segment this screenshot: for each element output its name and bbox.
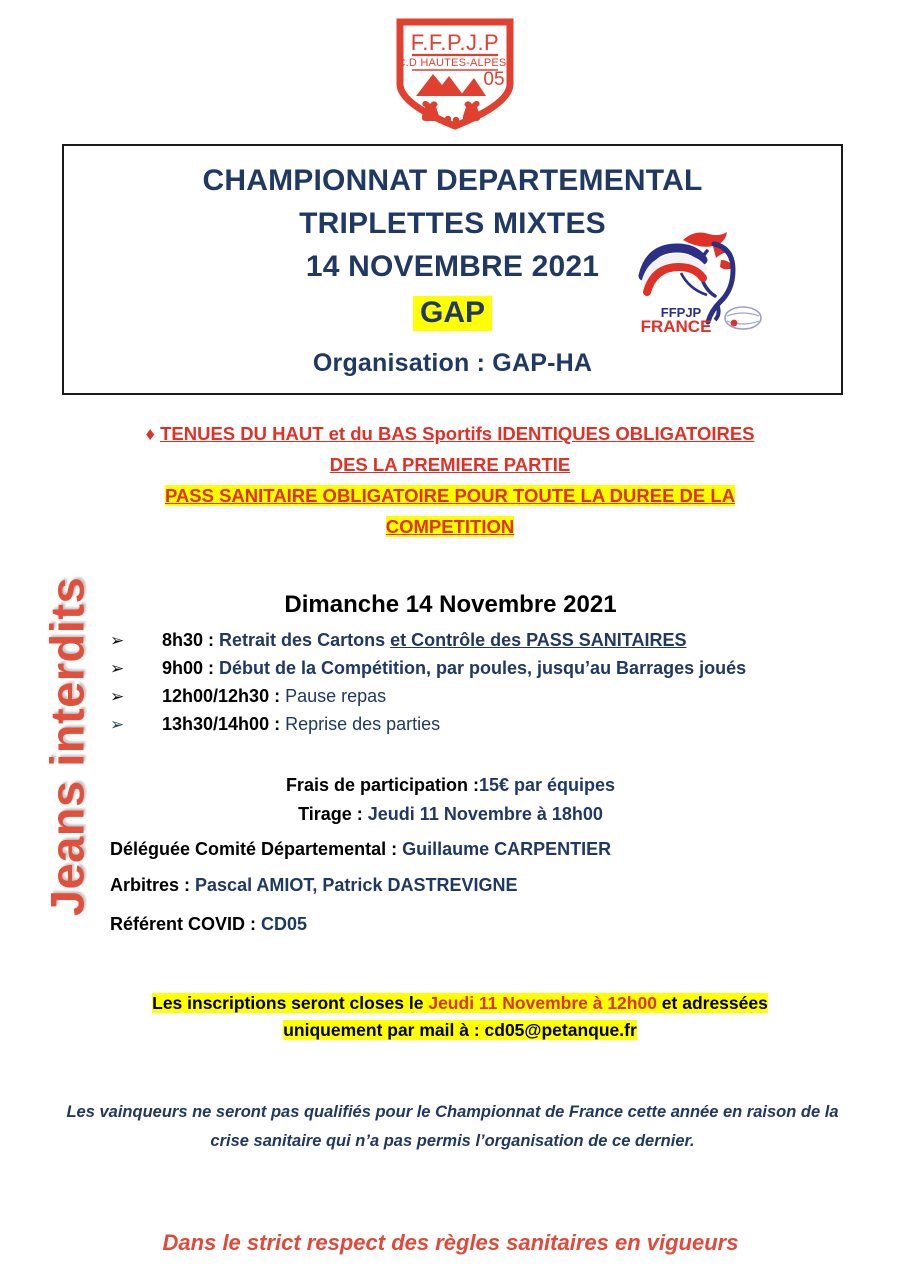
registration-text-part1: Les inscriptions seront closes le <box>152 993 429 1013</box>
svg-text:C.D HAUTES-ALPES: C.D HAUTES-ALPES <box>397 57 507 69</box>
dress-code-warning <box>90 418 810 542</box>
schedule-description-underlined: et Contrôle des PASS SANITAIRES <box>390 630 687 650</box>
warning-line-3 <box>90 480 810 511</box>
covid-referent-label: Référent COVID : <box>110 914 262 934</box>
qualification-note <box>45 1098 860 1156</box>
title-city-highlight: GAP <box>413 296 492 331</box>
title-line-category: TRIPLETTES MIXTES <box>299 207 606 240</box>
warning-line-4 <box>90 511 810 542</box>
warning-line-2 <box>90 449 810 480</box>
schedule-time: 13h30/14h00 : <box>162 714 286 734</box>
warning-text-1: TENUES DU HAUT et du BAS Sportifs IDENTIQUES OBLIGATOIRES <box>160 423 755 444</box>
jeans-forbidden-sidenote: Jeans interdits <box>40 576 94 917</box>
referees-line <box>110 876 517 894</box>
schedule-description: Reprise des parties <box>285 714 441 734</box>
referees-value: Pascal AMIOT, Patrick DASTREVIGNE <box>195 875 518 895</box>
schedule-time: 12h00/12h30 : <box>162 686 286 706</box>
france-logo-text-bottom: FRANCE <box>640 317 712 336</box>
arrow-bullet-icon: ➢ <box>110 715 125 735</box>
warning-text-3: PASS SANITAIRE OBLIGATOIRE POUR TOUTE LA DUREE DE LA <box>164 485 736 506</box>
diamond-bullet-icon: ♦ <box>145 423 155 444</box>
draw-line <box>0 805 901 823</box>
france-logo-text-top: FFPJP <box>660 305 702 320</box>
warning-text-2: DES LA PREMIERE PARTIE <box>329 454 571 475</box>
draw-label: Tirage : <box>298 804 368 824</box>
referees-label: Arbitres : <box>110 875 196 895</box>
arrow-bullet-icon: ➢ <box>110 659 125 679</box>
arrow-bullet-icon: ➢ <box>110 687 125 707</box>
ffpjp-cd-hautes-alpes-shield-icon <box>386 12 524 134</box>
schedule-list <box>110 630 830 742</box>
schedule-time: 9h00 : <box>162 658 220 678</box>
registration-email-line: uniquement par mail à : cd05@petanque.fr <box>283 1020 637 1040</box>
svg-text:F.F.P.J.P: F.F.P.J.P <box>410 30 500 55</box>
registration-text-part2: et adressées <box>656 993 768 1013</box>
schedule-row <box>110 658 830 686</box>
qualification-note-line-2: crise sanitaire qui n’a pas permis l’organisation de ce dernier. <box>210 1132 695 1150</box>
qualification-note-line-1: Les vainqueurs ne seront pas qualifiés pour le Championnat de France cette année en raison de la <box>66 1103 839 1121</box>
schedule-description: Début de la Compétition, par poules, jusqu’au Barrages joués <box>219 658 747 678</box>
participation-fee-value: 15€ par équipes <box>478 775 616 795</box>
schedule-row <box>110 630 830 658</box>
event-day-heading: Dimanche 14 Novembre 2021 <box>284 591 617 618</box>
delegate-value: Guillaume CARPENTIER <box>402 839 612 859</box>
delegate-label: Déléguée Comité Départemental : <box>110 839 403 859</box>
participation-fee-line <box>0 776 901 794</box>
title-organisation: Organisation : GAP-HA <box>312 349 593 377</box>
registration-notice <box>140 990 780 1044</box>
draw-value: Jeudi 11 Novembre à 18h00 <box>367 804 603 824</box>
registration-deadline: Jeudi 11 Novembre à 12h00 <box>428 993 657 1013</box>
schedule-row <box>110 714 830 742</box>
schedule-description-plain: Retrait des Cartons <box>219 630 391 650</box>
registration-notice-line-2 <box>140 1017 780 1044</box>
warning-text-4: COMPETITION <box>385 516 515 537</box>
schedule-time: 8h30 : <box>162 630 220 650</box>
championship-title-box <box>62 144 843 395</box>
ffpjp-france-rooster-icon <box>621 218 781 336</box>
covid-referent-line <box>110 915 307 933</box>
schedule-description: Pause repas <box>285 686 387 706</box>
delegate-line <box>110 840 611 858</box>
schedule-row <box>110 686 830 714</box>
svg-text:05: 05 <box>483 69 505 90</box>
title-line-date: 14 NOVEMBRE 2021 <box>305 250 600 283</box>
schedule-description <box>219 630 686 651</box>
title-line-championship: CHAMPIONNAT DEPARTEMENTAL <box>202 164 703 197</box>
registration-notice-line-1 <box>140 990 780 1017</box>
sanitary-rules-footer: Dans le strict respect des règles sanitaires en vigueurs <box>162 1230 739 1255</box>
covid-referent-value: CD05 <box>261 914 308 934</box>
arrow-bullet-icon: ➢ <box>110 631 125 651</box>
warning-line-1 <box>90 418 810 449</box>
participation-fee-label: Frais de participation : <box>285 775 479 795</box>
